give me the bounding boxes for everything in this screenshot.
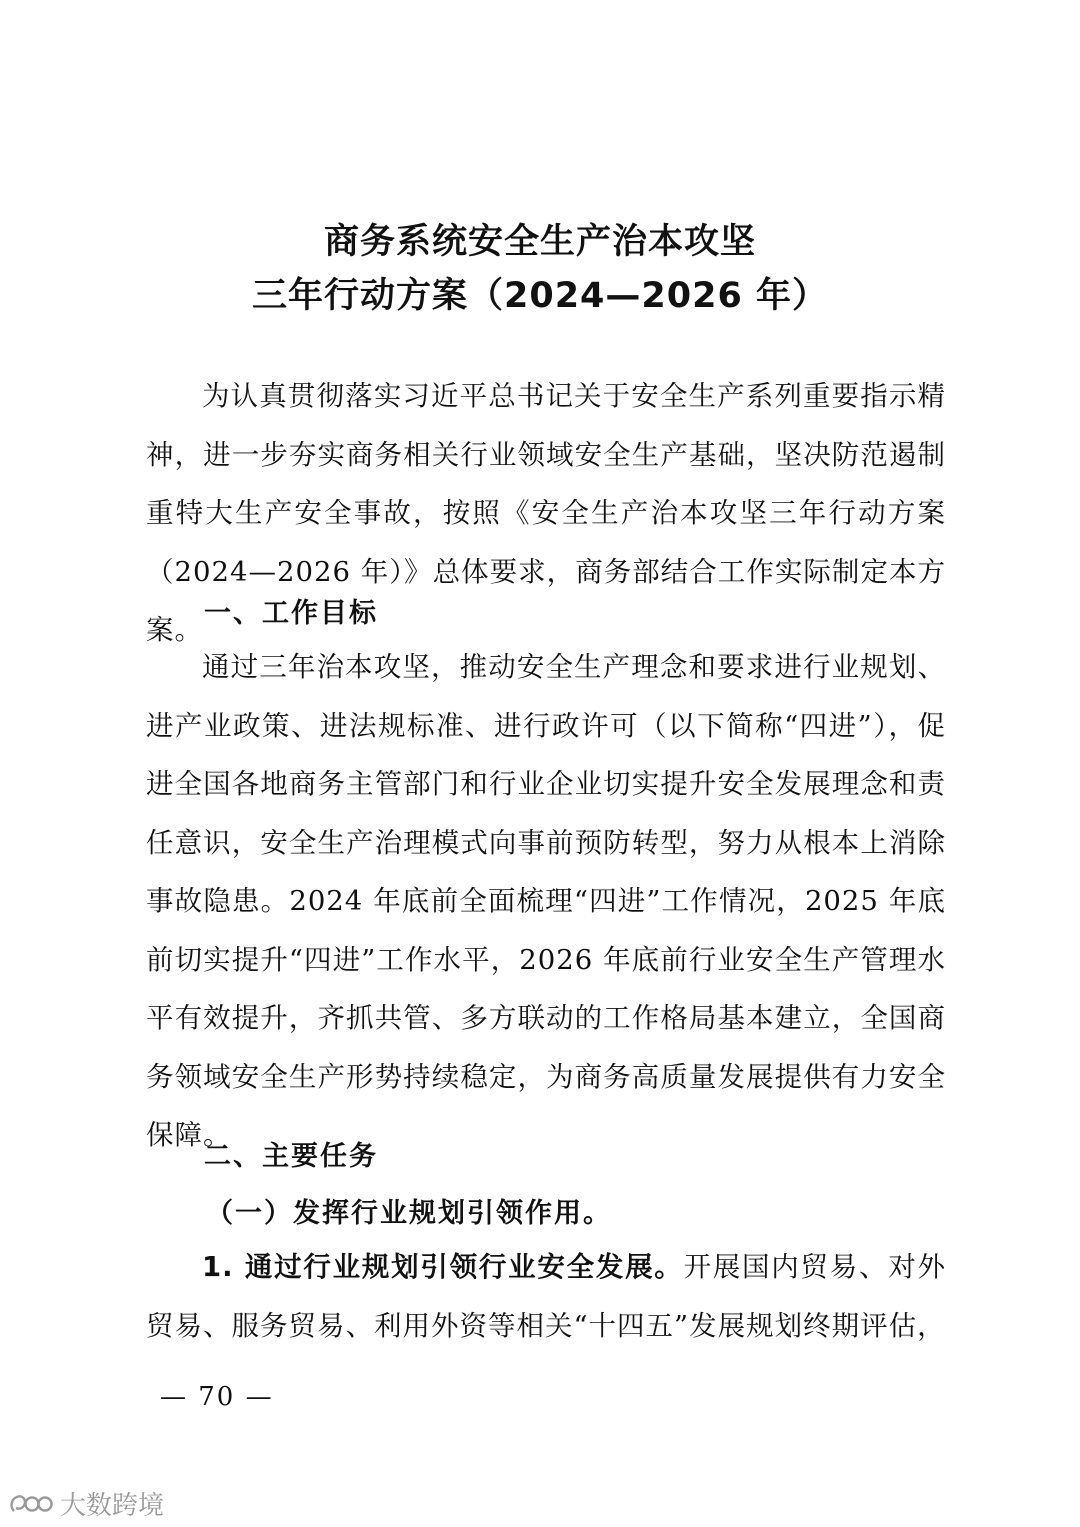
section-1-paragraph-text: 通过三年治本攻坚，推动安全生产理念和要求进行业规划、进产业政策、进法规标准、进行政许可（以下简称“四进”），促进全国各地商务主管部门和行业企业切实提升安全发展理念和责任意识，安全生产治理模式向事前预防转型，努力从根本上消除事故隐患。2024 年底前全面梳理“四进”工作情况，2025 年底前切实提升“四进”工作水平，2026 年底前行业安全生产管理水平有效提升，齐抓共管、多方联动的工作格局基本建立，全国商务领域安全生产形势持续稳定，为商务高质量发展提供有力安全保障。 — [146, 651, 946, 1151]
intro-paragraph-text: 为认真贯彻落实习近平总书记关于安全生产系列重要指示精神，进一步夯实商务相关行业领域安全生产基础，坚决防范遏制重特大生产安全事故，按照《安全生产治本攻坚三年行动方案（2024—2026 年）》总体要求，商务部结合工作实际制定本方案。 — [146, 380, 946, 646]
document-title-line-2: 三年行动方案（2024—2026 年） — [251, 276, 828, 316]
document-title-line-1: 商务系统安全生产治本攻坚 — [323, 222, 756, 262]
section-1-heading: 一、工作目标 — [204, 598, 378, 629]
item-1-paragraph-body — [146, 1238, 946, 1355]
watermark-text: 大数跨境 — [60, 1491, 165, 1521]
section-2-heading: 二、主要任务 — [204, 1141, 378, 1172]
subsection-1-heading: （一）发挥行业规划引领作用。 — [206, 1198, 612, 1229]
section-1-paragraph — [146, 638, 946, 1165]
page-number: — 70 — — [160, 1382, 274, 1412]
item-1-paragraph — [146, 1238, 946, 1355]
item-1-lead: 1. 通过行业规划引领行业安全发展。 — [202, 1251, 684, 1283]
watermark — [8, 1485, 164, 1522]
item-1-text: 开展国内贸易、对外贸易、服务贸易、利用外资等相关“十四五”发展规划终期评估， — [146, 1251, 947, 1342]
dashu-logo-icon — [8, 1489, 54, 1519]
